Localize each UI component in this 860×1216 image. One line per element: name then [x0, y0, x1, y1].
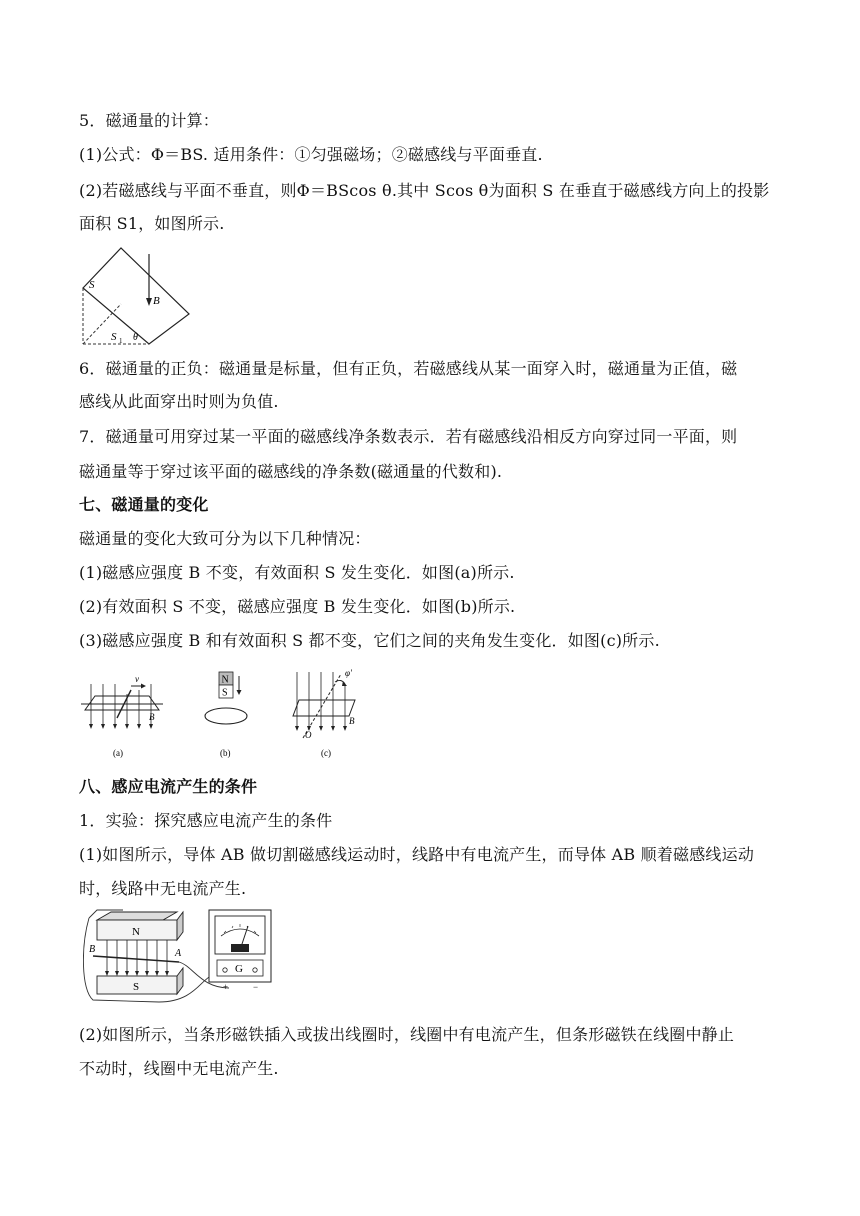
item-7-line: 7．磁通量可用穿过某一平面的磁感线净条数表示．若有磁感线沿相反方向穿过同一平面，则 — [79, 427, 738, 446]
arrow-down-icon — [295, 726, 299, 731]
caption-b: (b) — [220, 748, 231, 758]
label-b: B — [153, 295, 160, 307]
arrow-down-icon — [101, 724, 105, 729]
figure-b — [205, 672, 247, 758]
arrow-down-icon — [319, 726, 323, 731]
arrow-down-icon — [343, 726, 347, 731]
label-s: S — [222, 687, 228, 699]
projection-figure — [79, 244, 197, 348]
label-n: N — [132, 926, 140, 938]
arrow-down-icon — [135, 971, 139, 976]
galvanometer — [209, 910, 271, 992]
label-n: N — [221, 674, 229, 686]
label-g: G — [235, 963, 243, 975]
arrow-down-icon — [137, 724, 141, 729]
case-1-line: (1)磁感应强度 B 不变，有效面积 S 发生变化．如图(a)所示. — [79, 563, 515, 582]
coil-loop — [205, 708, 247, 724]
arrow-down-icon — [113, 724, 117, 729]
conductor-ab — [93, 956, 179, 962]
magnet-side — [177, 968, 183, 994]
label-b: B — [149, 712, 155, 722]
arrow-right-icon — [141, 684, 146, 689]
label-s1: S — [111, 331, 117, 343]
terminal-plus — [223, 968, 227, 972]
paragraph-line: (2)若磁感线与平面不垂直，则Φ＝BScos θ.其中 Scos θ为面积 S 在垂直于磁感线方向上的投影 — [79, 181, 770, 200]
arrow-down-icon — [105, 971, 109, 976]
magnet-side — [177, 912, 183, 940]
item-6-line: 6．磁通量的正负：磁通量是标量，但有正负，若磁感线从某一面穿入时，磁通量为正值，磁 — [79, 359, 738, 378]
magnet-top-face — [97, 912, 177, 920]
terminal-minus — [253, 968, 257, 972]
label-minus: − — [253, 982, 259, 992]
arrow-down-icon — [165, 971, 169, 976]
arrow-down-icon — [146, 298, 152, 306]
figure-a — [81, 674, 163, 758]
formula-line: (1)公式：Φ＝BS. 适用条件：①匀强磁场；②磁感线与平面垂直. — [79, 145, 543, 164]
paragraph-line: 面积 S1，如图所示. — [79, 214, 225, 233]
arrow-down-icon — [155, 971, 159, 976]
caption-c: (c) — [321, 748, 331, 758]
section-heading-7: 七、磁通量的变化 — [79, 495, 209, 514]
paragraph-line: 时，线路中无电流产生. — [79, 879, 247, 898]
arrow-down-icon — [145, 971, 149, 976]
galvanometer-figure — [83, 906, 279, 1008]
label-theta: θ — [133, 332, 138, 343]
item-5-title: 5．磁通量的计算： — [79, 111, 219, 130]
case-3-line: (3)磁感应强度 B 和有效面积 S 都不变，它们之间的夹角发生变化．如图(c)所示. — [79, 631, 660, 650]
case-2-line: (2)有效面积 S 不变，磁感应强度 B 发生变化．如图(b)所示. — [79, 597, 516, 616]
experiment-title: 1．实验：探究感应电流产生的条件 — [79, 811, 333, 830]
section-heading-8: 八、感应电流产生的条件 — [79, 777, 258, 796]
arrow-down-icon — [125, 724, 129, 729]
label-s: S — [89, 279, 95, 291]
label-s1-subscript: 1 — [119, 337, 123, 345]
galvanometer-pivot — [231, 944, 249, 952]
label-v: v — [135, 674, 139, 684]
arrow-down-icon — [237, 690, 242, 695]
arrow-down-icon — [115, 971, 119, 976]
arrow-down-icon — [125, 971, 129, 976]
arrow-down-icon — [331, 726, 335, 731]
label-b: B — [349, 716, 355, 726]
paragraph-line: 磁通量的变化大致可分为以下几种情况： — [79, 529, 371, 548]
figure-c — [293, 668, 355, 758]
label-o: O — [305, 730, 312, 740]
label-a: A — [175, 948, 182, 959]
flux-change-figures — [79, 664, 369, 764]
paragraph-line: 感线从此面穿出时则为负值. — [79, 392, 279, 411]
caption-a: (a) — [113, 748, 123, 758]
arrow-down-icon — [89, 724, 93, 729]
paragraph-line: (2)如图所示，当条形磁铁插入或拔出线圈时，线圈中有电流产生，但条形磁铁在线圈中静止 — [79, 1025, 735, 1044]
label-s: S — [133, 981, 140, 993]
label-plus: + — [223, 982, 229, 992]
tilted-plane — [83, 248, 189, 344]
paragraph-line: (1)如图所示，导体 AB 做切割磁感线运动时，线路中有电流产生，而导体 AB 顺着磁感线运动 — [79, 845, 755, 864]
label-b: B — [89, 944, 96, 955]
paragraph-line: 磁通量等于穿过该平面的磁感线的净条数(磁通量的代数和). — [79, 462, 503, 481]
label-phi: φ' — [345, 668, 352, 678]
paragraph-line: 不动时，线圈中无电流产生. — [79, 1059, 279, 1078]
arrow-down-icon — [149, 724, 153, 729]
